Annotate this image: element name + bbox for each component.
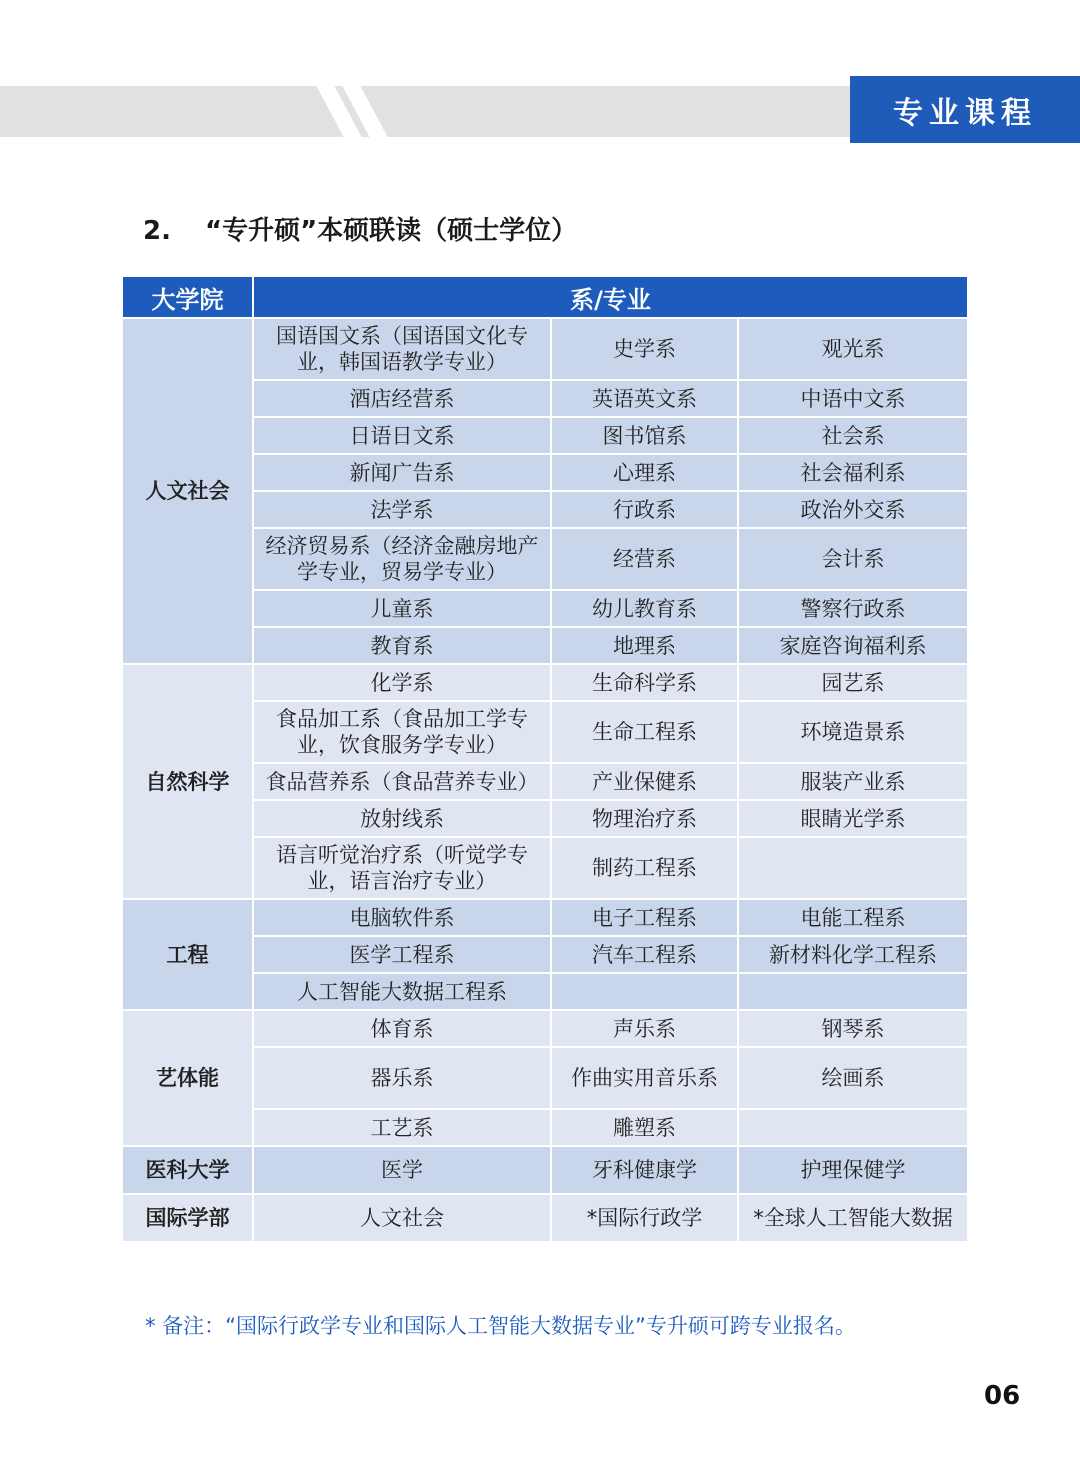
page-heading	[143, 210, 577, 247]
table-cell: 钢琴系	[738, 1010, 968, 1047]
table-cell	[738, 1109, 968, 1146]
table-cell: 医学	[253, 1146, 551, 1194]
table-cell: 服装产业系	[738, 763, 968, 800]
table-cell: 社会福利系	[738, 454, 968, 491]
table-cell: 牙科健康学	[551, 1146, 738, 1194]
table-cell: 语言听觉治疗系（听觉学专业，语言治疗专业）	[253, 837, 551, 899]
table-cell: 幼儿教育系	[551, 590, 738, 627]
table-cell: 法学系	[253, 491, 551, 528]
table-cell: 政治外交系	[738, 491, 968, 528]
table-cell: 地理系	[551, 627, 738, 664]
college-cell: 工程	[122, 899, 253, 1010]
table-cell: 英语英文系	[551, 380, 738, 417]
table-cell: 教育系	[253, 627, 551, 664]
table-cell: 环境造景系	[738, 701, 968, 763]
table-cell: 产业保健系	[551, 763, 738, 800]
table-cell: 日语日文系	[253, 417, 551, 454]
table-row	[122, 1194, 968, 1242]
page-number: 06	[984, 1381, 1021, 1411]
heading-number: 2.	[143, 216, 171, 246]
majors-table	[121, 275, 969, 1243]
table-cell: *国际行政学	[551, 1194, 738, 1242]
table-cell: 经济贸易系（经济金融房地产学专业，贸易学专业）	[253, 528, 551, 590]
table-cell: 声乐系	[551, 1010, 738, 1047]
column-header-department: 系/专业	[253, 276, 968, 318]
table-cell: 护理保健学	[738, 1146, 968, 1194]
table-cell: 人文社会	[253, 1194, 551, 1242]
table-cell	[551, 973, 738, 1010]
table-cell	[738, 973, 968, 1010]
table-row	[122, 1010, 968, 1047]
table-cell: 新材料化学工程系	[738, 936, 968, 973]
table-cell: 家庭咨询福利系	[738, 627, 968, 664]
table-cell: 生命科学系	[551, 664, 738, 701]
college-cell: 人文社会	[122, 318, 253, 664]
table-cell: 行政系	[551, 491, 738, 528]
table-row	[122, 899, 968, 936]
table-cell: 儿童系	[253, 590, 551, 627]
table-cell: 汽车工程系	[551, 936, 738, 973]
table-cell: 图书馆系	[551, 417, 738, 454]
table-cell: 电脑软件系	[253, 899, 551, 936]
table-cell: 食品营养系（食品营养专业）	[253, 763, 551, 800]
table-cell: 放射线系	[253, 800, 551, 837]
table-cell: 电能工程系	[738, 899, 968, 936]
table-cell: 工艺系	[253, 1109, 551, 1146]
table-cell: 酒店经营系	[253, 380, 551, 417]
table-cell: 绘画系	[738, 1047, 968, 1109]
table-cell: 园艺系	[738, 664, 968, 701]
table-cell: 作曲实用音乐系	[551, 1047, 738, 1109]
table-cell: 警察行政系	[738, 590, 968, 627]
table-cell: 新闻广告系	[253, 454, 551, 491]
table-cell: 经营系	[551, 528, 738, 590]
section-title: 专业课程	[850, 76, 1080, 143]
table-cell: 人工智能大数据工程系	[253, 973, 551, 1010]
table-cell: 史学系	[551, 318, 738, 380]
column-header-college: 大学院	[122, 276, 253, 318]
table-cell: 化学系	[253, 664, 551, 701]
college-cell: 医科大学	[122, 1146, 253, 1194]
table-cell: 制药工程系	[551, 837, 738, 899]
college-cell: 艺体能	[122, 1010, 253, 1146]
table-cell: 心理系	[551, 454, 738, 491]
table-cell: 会计系	[738, 528, 968, 590]
table-cell: 器乐系	[253, 1047, 551, 1109]
table-row	[122, 664, 968, 701]
table-cell: 中语中文系	[738, 380, 968, 417]
table-cell: 医学工程系	[253, 936, 551, 973]
table-cell	[738, 837, 968, 899]
table-cell: 雕塑系	[551, 1109, 738, 1146]
table-cell: 物理治疗系	[551, 800, 738, 837]
table-row	[122, 318, 968, 380]
table-row	[122, 1146, 968, 1194]
table-cell: 国语国文系（国语国文化专业，韩国语教学专业）	[253, 318, 551, 380]
table-cell: 体育系	[253, 1010, 551, 1047]
table-cell: 电子工程系	[551, 899, 738, 936]
footnote: * 备注：“国际行政学专业和国际人工智能大数据专业”专升硕可跨专业报名。	[145, 1314, 856, 1338]
table-cell: 生命工程系	[551, 701, 738, 763]
table-cell: *全球人工智能大数据	[738, 1194, 968, 1242]
college-cell: 自然科学	[122, 664, 253, 899]
table-cell: 食品加工系（食品加工学专业，饮食服务学专业）	[253, 701, 551, 763]
table-cell: 观光系	[738, 318, 968, 380]
table-cell: 社会系	[738, 417, 968, 454]
table-cell: 眼睛光学系	[738, 800, 968, 837]
college-cell: 国际学部	[122, 1194, 253, 1242]
heading-title: “专升硕”本硕联读（硕士学位）	[205, 216, 578, 246]
